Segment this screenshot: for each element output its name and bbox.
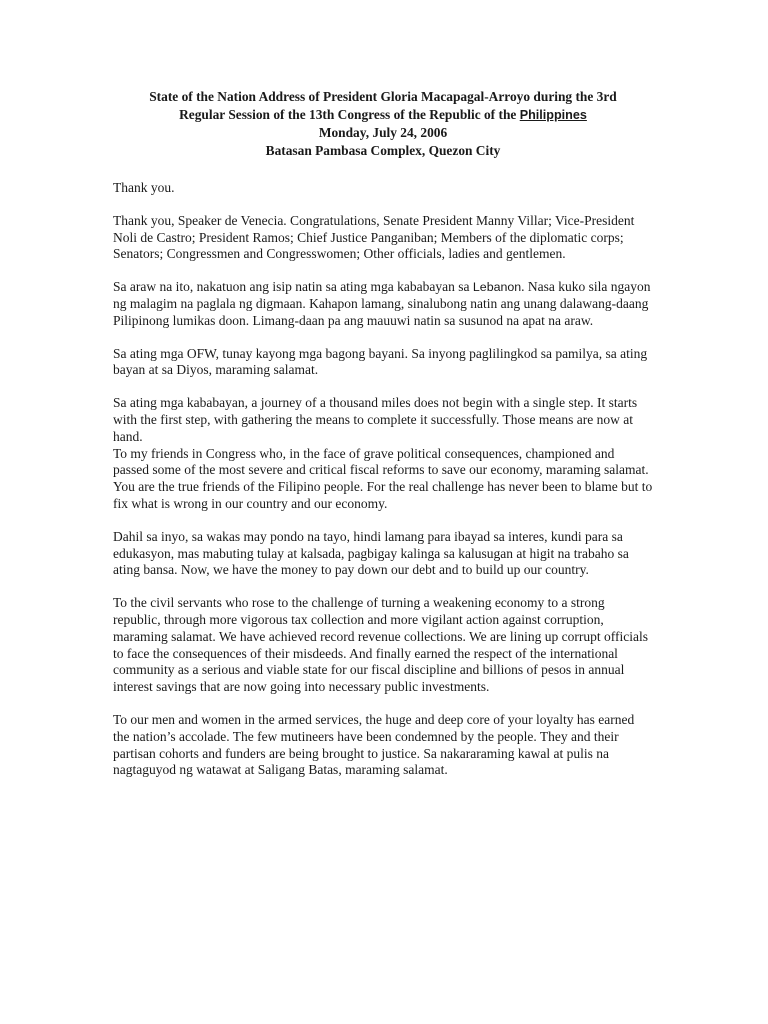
paragraph-ofw: Sa ating mga OFW, tunay kayong mga bagong bayani. Sa inyong paglilingkod sa pamilya, sa ating bayan at sa Diyos, maraming salamat.: [113, 345, 648, 378]
document-title: [113, 88, 653, 160]
philippines-link[interactable]: Philippines: [519, 108, 587, 122]
document-page: [113, 88, 653, 795]
paragraph-pondo: Dahil sa inyo, sa wakas may pondo na tayo, hindi lamang para ibayad sa interes, kundi para sa edukasyon, mas mabuting tulay at kalsada, pagbigay kalinga sa kalusugan at higit na trabaho sa ating bansa. Now, we have the money to pay down our debt and to build up our country.: [113, 528, 629, 578]
title-line-2: [113, 106, 653, 124]
title-date: Monday, July 24, 2006: [318, 125, 448, 140]
paragraph-thank-you: Thank you.: [113, 180, 175, 195]
lebanon-link[interactable]: Lebanon: [472, 280, 522, 295]
paragraph-congress: To my friends in Congress who, in the face of grave political consequences, championed and passed some of the most severe and critical fiscal reforms to save our economy, maraming salamat. You are the true friends of the Filipino people. For the real challenge has never been to blame but to fix what is wrong in our country and our economy.: [113, 445, 653, 511]
title-venue: Batasan Pambasa Complex, Quezon City: [265, 143, 501, 158]
paragraph-lebanon: [113, 279, 653, 329]
paragraph-lebanon-text-a: Sa araw na ito, nakatuon ang isip natin sa ating mga kababayan sa: [113, 279, 473, 295]
paragraph-lebanon-text-b: . Nasa kuko sila ngayon ng malagim na paglala ng digmaan. Kahapon lamang, sinalubong natin ang unang dalawang-daang Pilipinong lumikas doon. Limang-daan pa ang mauuwi natin sa susunod na apat na araw.: [113, 279, 651, 328]
title-line-2-text: Regular Session of the 13th Congress of the Republic of the: [179, 107, 520, 122]
paragraph-greetings: Thank you, Speaker de Venecia. Congratulations, Senate President Manny Villar; Vice-President Noli de Castro; President Ramos; Chief Justice Panganiban; Members of the diplomatic corps; Senators; Congressmen and Congresswomen; Other officials, ladies and gentlemen.: [113, 212, 635, 262]
paragraph-journey: Sa ating mga kababayan, a journey of a thousand miles does not begin with a single step. It starts with the first step, with gathering the means to complete it successfully. Those means are now at hand.: [113, 395, 638, 444]
paragraph-civil-servants: To the civil servants who rose to the challenge of turning a weakening economy to a strong republic, through more vigorous tax collection and more vigilant action against corruption, maraming salamat. We have achieved record revenue collections. We are lining up corrupt officials to face the consequences of their misdeeds. And finally earned the respect of the international community as a serious and viable state for our fiscal discipline and billions of pesos in annual interest savings that are now going into necessary public investments.: [113, 595, 648, 695]
paragraph-armed-services: To our men and women in the armed services, the huge and deep core of your loyalty has earned the nation’s accolade. The few mutineers have been condemned by the people. They and their partisan cohorts and funders are being brought to justice. Sa nakararaming kawal at pulis na nagtaguyod ng watawat at Saligang Batas, maraming salamat.: [113, 711, 635, 778]
title-line-1: State of the Nation Address of President Gloria Macapagal-Arroyo during the 3rd: [149, 89, 617, 104]
